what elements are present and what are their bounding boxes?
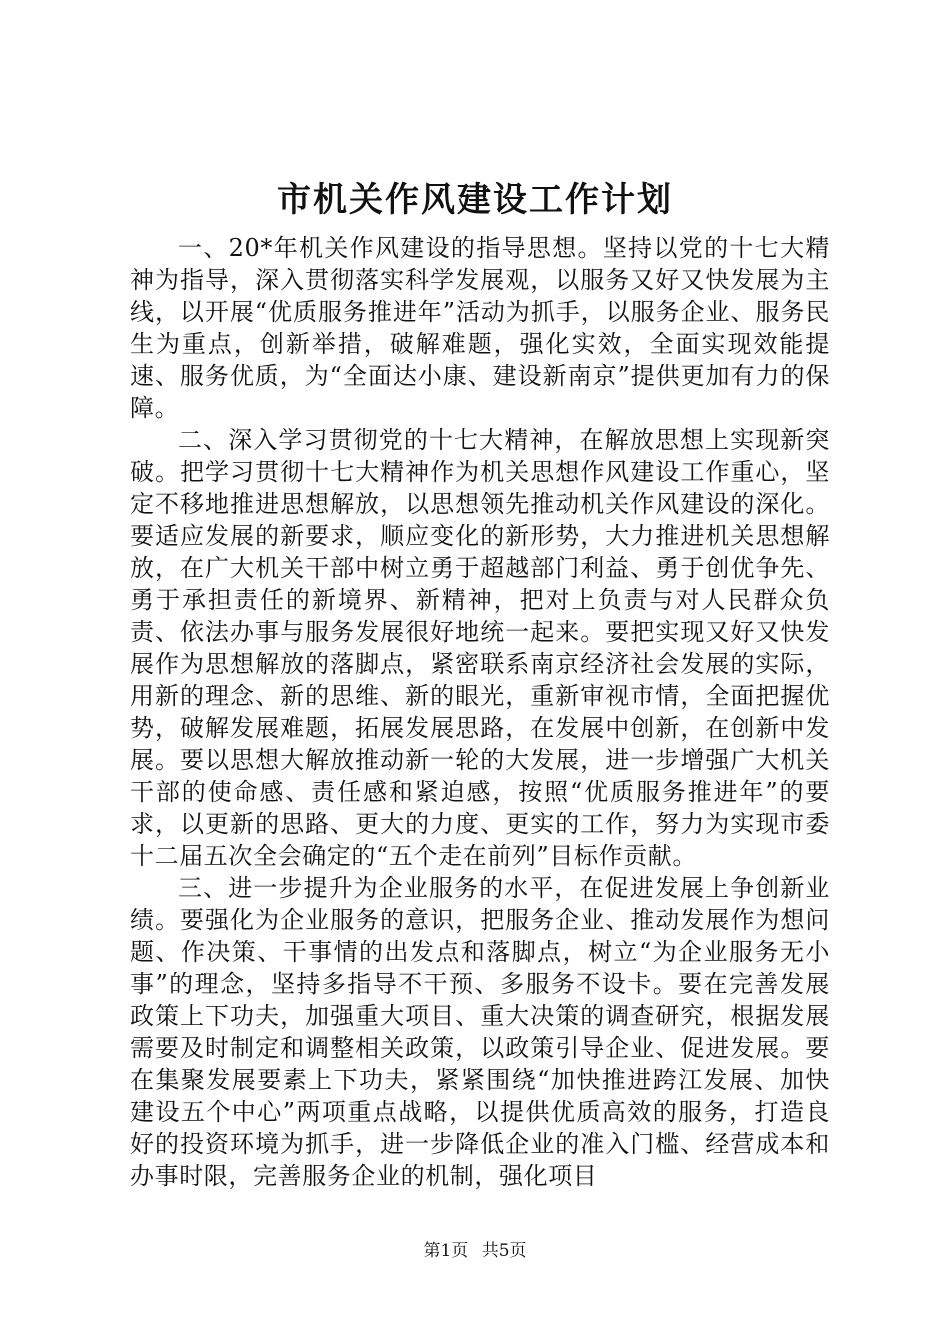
document-title: 市机关作风建设工作计划	[277, 180, 673, 220]
page-footer	[0, 1240, 950, 1262]
paragraph-3: 三、进一步提升为企业服务的水平，在促进发展上争创新业绩。要强化为企业服务的意识，把服务企业、推动发展作为想问题、作决策、干事情的出发点和落脚点，树立“为企业服务无小事”的理念，坚持多指导不干预、多服务不设卡。要在完善发展政策上下功夫，加强重大项目、重大决策的调查研究，根据发展需要及时制定和调整相关政策，以政策引导企业、促进发展。要在集聚发展要素上下功夫，紧紧围绕“加快推进跨江发展、加快建设五个中心”两项重点战略，以提供优质高效的服务，打造良好的投资环境为抓手，进一步降低企业的准入门槛、经营成本和办事时限，完善服务企业的机制，强化项目	[130, 874, 830, 1190]
page-total: 共5页	[481, 1241, 527, 1261]
page-number: 第1页	[423, 1241, 469, 1261]
paragraph-1: 一、20*年机关作风建设的指导思想。坚持以党的十七大精神为指导，深入贯彻落实科学发展观，以服务又好又快发展为主线，以开展“优质服务推进年”活动为抓手，以服务企业、服务民生为重点，创新举措，破解难题，强化实效，全面实现效能提速、服务优质，为“全面达小康、建设新南京”提供更加有力的保障。	[130, 234, 830, 422]
paragraph-2: 二、深入学习贯彻党的十七大精神，在解放思想上实现新突破。把学习贯彻十七大精神作为机关思想作风建设工作重心，坚定不移地推进思想解放，以思想领先推动机关作风建设的深化。要适应发展的新要求，顺应变化的新形势，大力推进机关思想解放，在广大机关干部中树立勇于超越部门利益、勇于创优争先、勇于承担责任的新境界、新精神，把对上负责与对人民群众负责、依法办事与服务发展很好地统一起来。要把实现又好又快发展作为思想解放的落脚点，紧密联系南京经济社会发展的实际，用新的理念、新的思维、新的眼光，重新审视市情，全面把握优势，破解发展难题，拓展发展思路，在发展中创新，在创新中发展。要以思想大解放推动新一轮的大发展，进一步增强广大机关干部的使命感、责任感和紧迫感，按照“优质服务推进年”的要求，以更新的思路、更大的力度、更实的工作，努力为实现市委十二届五次全会确定的“五个走在前列”目标作贡献。	[130, 426, 830, 870]
document-body	[130, 232, 830, 1192]
